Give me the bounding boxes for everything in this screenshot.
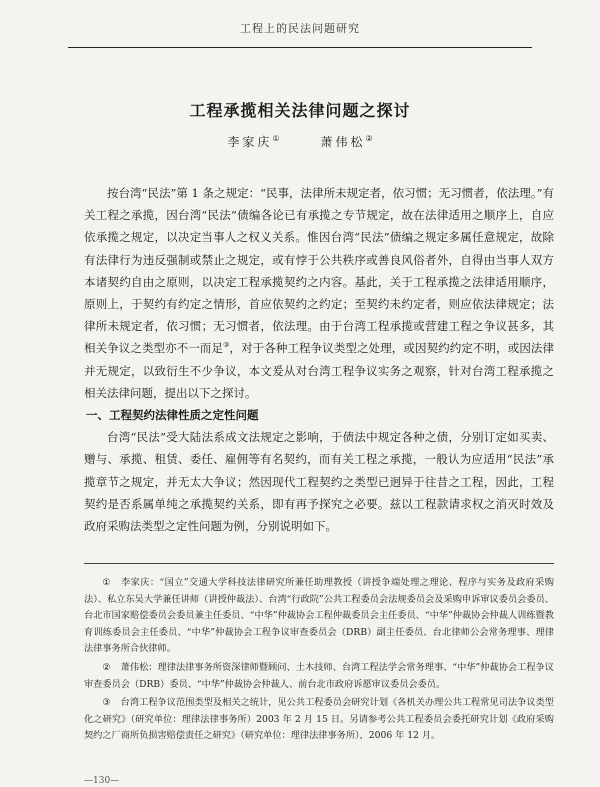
footnote-mark: ② [102, 661, 111, 673]
body-paragraph [84, 182, 554, 404]
paragraph-text: 按台湾“民法”第 1 条之规定：“民事，法律所未规定者，依习惯；无习惯者，依法理。”有关工程之承揽，因台湾“民法”债编各论已有承揽之专节规定，故在法律适用之顺序上，自应依承揽之规定，以决定当事人之权义关系。惟因台湾“民法”债编之规定多属任意规定，故除有法律行为违反强制或禁止之规定，或有悖于公共秩序或善良风俗者外，自得由当事人双方本诸契约自由之原则，以决定工程承揽契约之内容。基此，关于工程承揽之法律适用顺序，原则上，于契约有约定之情形，首应依契约之约定；至契约未约定者，则应依法律规定；法律所未规定者，依习惯；无习惯者，依法理。由于台湾工程承揽或营建工程之争议甚多，其相关争议之类型亦不一而足 [84, 186, 554, 356]
article-body [84, 182, 554, 537]
body-paragraph: 台湾“民法”受大陆法系成文法规定之影响，于债法中规定各种之债，分别订定如买卖、赠与、承揽、租赁、委任、雇佣等有名契约，而有关工程之承揽，一般认为应适用“民法”承揽章节之规定，并无太大争议；然因现代工程契约之类型已迥异于往昔之工程，因此，工程契约是否系属单纯之承揽契约关系，即有再予探究之必要。兹以工程款请求权之消灭时效及政府采购法类型之定性问题为例，分别说明如下。 [84, 430, 554, 534]
footnote [84, 695, 554, 745]
author-line [0, 133, 600, 150]
header-rule [68, 47, 532, 48]
article-title: 工程承揽相关法律问题之探讨 [189, 101, 411, 120]
footnote-mark: ① [102, 577, 112, 588]
paragraph-text: ，对于各种工程争议类型之处理，或因契约约定不明，或因法律并无规定，以致衍生不少争议，本文爰从对台湾工程争议实务之观察，针对台湾工程承揽之相关法律问题，提出以下之探讨。 [84, 341, 555, 400]
author-name: 李家庆 [227, 135, 273, 149]
footnote-text: 李家庆：“国立”交通大学科技法律研究所兼任助理教授（讲授争端处理之理论、程序与实务及政府采购法）、私立东吴大学兼任讲师（讲授仲裁法）、台湾“行政院”公共工程委员会法规委员会及采购申诉审议委员会委员、台北市国家赔偿委员会委员兼主任委员、“中华”仲裁协会工程仲裁委员会主任委员、“中华”仲裁协会仲裁人训练暨教育训练委员会主任委员、“中华”仲裁协会工程争议审查委员会（DRB）副主任委员、台北律师公会常务理事、理律法律事务所合伙律师。 [84, 577, 554, 655]
footnote-ref[interactable]: ③ [223, 341, 230, 350]
footnote-text: 萧伟松：理律法律事务所资深律师暨顾问、土木技师、台湾工程法学会常务理事、“中华”仲裁协会工程争议审查委员会（DRB）委员、“中华”仲裁协会仲裁人、前台北市政府诉愿审议委员会委员。 [84, 661, 554, 690]
author-note-mark: ② [365, 134, 373, 143]
footnote-mark: ③ [102, 697, 111, 709]
page-number: —130— [84, 776, 120, 786]
section-heading: 一、工程契约法律性质之定性问题 [86, 408, 259, 423]
author-name: 萧伟松 [320, 135, 366, 149]
footnote-rule [84, 563, 554, 564]
author-note-mark: ① [272, 134, 280, 143]
running-head: 工程上的民法问题研究 [240, 22, 360, 35]
footnote [84, 660, 554, 693]
footnote [84, 575, 554, 658]
footnotes [84, 575, 554, 747]
footnote-text: 台湾工程争议范围类型及相关之统计，见公共工程委员会研究计划《各机关办理公共工程常见司法争议类型化之研究》（研究单位：理律法律事务所）2003 年 2 月 15 日。另请参考公共工程委员会委托研究计划《政府采购契约之厂商所负损害赔偿责任之研究》（研究单位：理律法律事务所），2006 年 12 月。 [84, 697, 554, 742]
